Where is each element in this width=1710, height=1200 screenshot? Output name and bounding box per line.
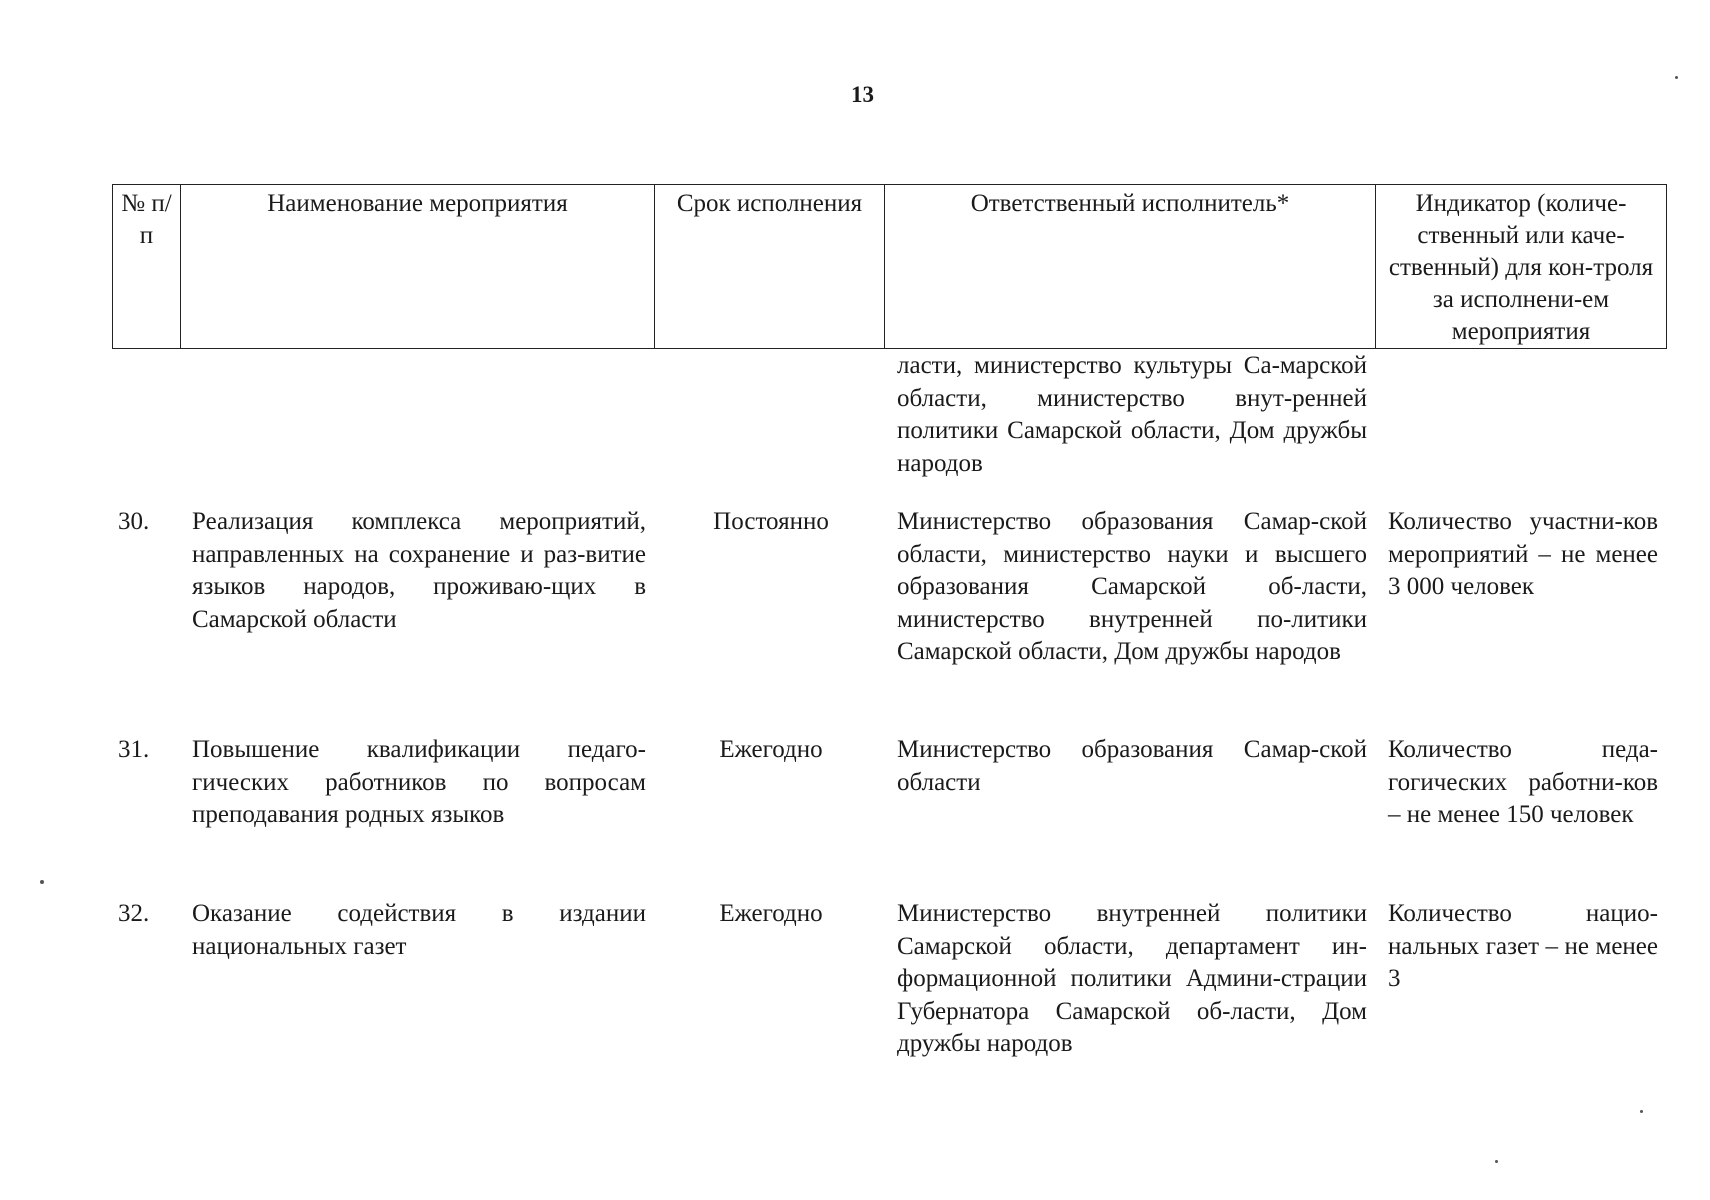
- continuation-executor: ласти, министерство культуры Са-марской области, министерство внут-ренней политики Самарской области, Дом дружбы народов: [897, 352, 1367, 477]
- header-name-label: Наименование мероприятия: [267, 190, 568, 217]
- row-30-indicator: Количество участни-ков мероприятий – не менее 3 000 человек: [1388, 508, 1658, 600]
- scan-speck: [1675, 76, 1678, 79]
- row-32-indicator: Количество нацио-нальных газет – не менее 3: [1388, 900, 1658, 992]
- header-indicator-label: Индикатор (количе-ственный или каче-ственный) для кон-троля за исполнени-ем мероприятия: [1388, 190, 1654, 345]
- header-term: [655, 185, 885, 349]
- scan-speck: [1495, 1160, 1498, 1163]
- page-number: 13: [851, 82, 874, 107]
- scan-speck: [40, 880, 44, 884]
- header-executor: [885, 185, 1376, 349]
- row-31-indicator: Количество педа-гогических работни-ков – не менее 150 человек: [1388, 736, 1658, 828]
- row-30-number: 30.: [118, 508, 150, 535]
- row-31-name: Повышение квалификации педаго-гических работников по вопросам преподавания родных языков: [192, 736, 646, 828]
- row-31-executor: Министерство образования Самар-ской области: [897, 736, 1367, 796]
- row-31-term: Ежегодно: [719, 736, 823, 763]
- header-number-label: № п/п: [121, 190, 172, 249]
- header-term-label: Срок исполнения: [676, 190, 863, 217]
- row-31-number: 31.: [118, 736, 150, 763]
- row-30-name: Реализация комплекса мероприятий, направленных на сохранение и раз-витие языков народов, проживаю-щих в Самарской области: [192, 508, 646, 633]
- row-32-number: 32.: [118, 900, 150, 927]
- row-30-term: Постоянно: [713, 508, 829, 535]
- row-30-executor: Министерство образования Самар-ской области, министерство науки и высшего образования Самарской об-ласти, министерство внутренней по-литики Самарской области, Дом дружбы народов: [897, 508, 1367, 665]
- row-32-executor: Министерство внутренней политики Самарской области, департамент ин-формационной политики Админи-страции Губернатора Самарской об-ласти, Дом дружбы народов: [897, 900, 1367, 1057]
- row-32-name: Оказание содействия в издании национальных газет: [192, 900, 646, 960]
- header-number: [113, 185, 181, 349]
- table-header: [112, 184, 1667, 349]
- row-32-term: Ежегодно: [719, 900, 823, 927]
- header-indicator: [1376, 185, 1667, 349]
- header-executor-label: Ответственный исполнитель*: [970, 190, 1290, 217]
- scan-speck: [1640, 1110, 1643, 1113]
- header-name: [181, 185, 655, 349]
